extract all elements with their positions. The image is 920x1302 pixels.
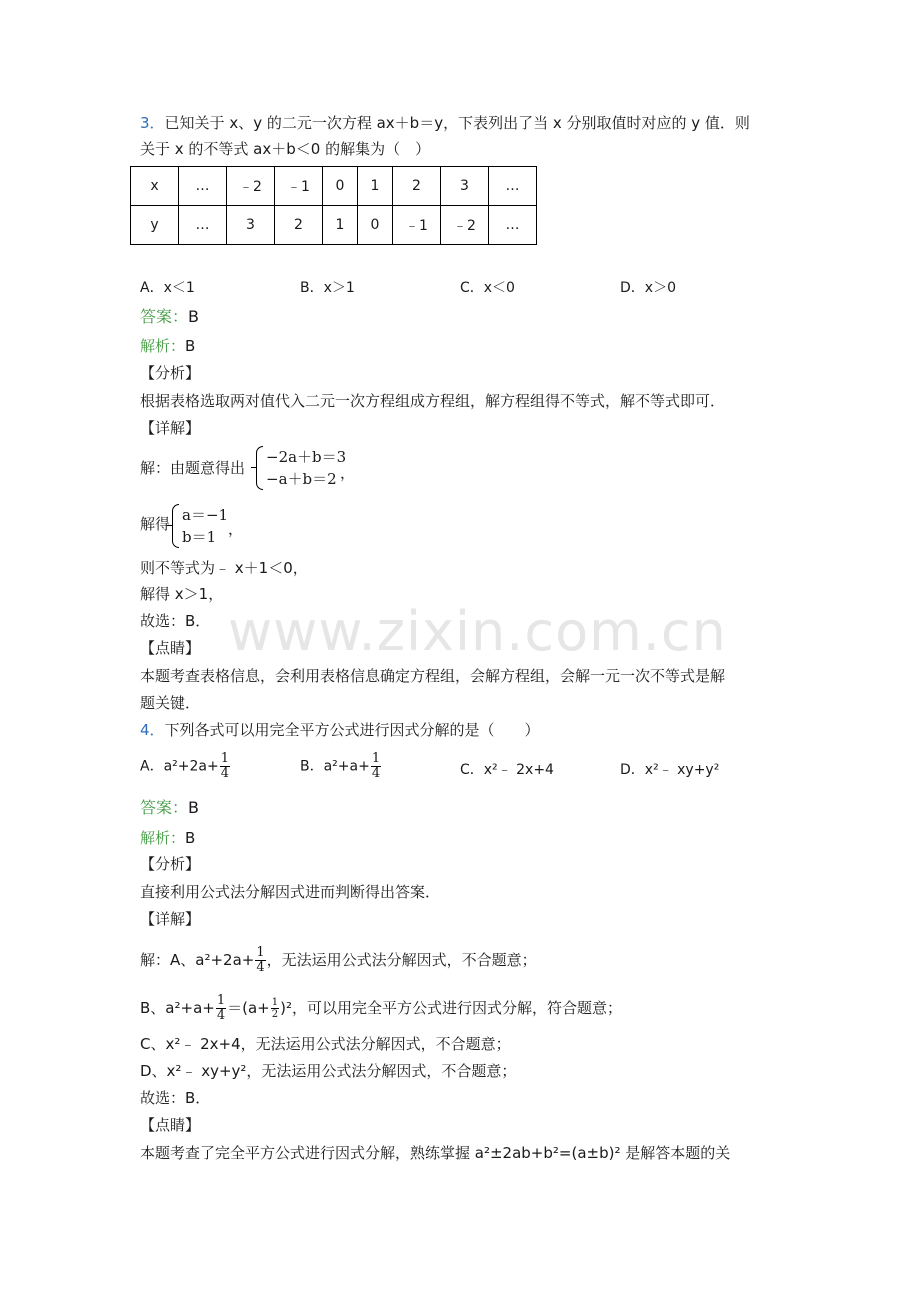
table-cell: ﹣2	[441, 206, 489, 245]
table-cell: …	[179, 167, 227, 206]
q4-stem	[140, 719, 540, 741]
q3-section-dianjing: 【点睛】	[140, 639, 201, 657]
analysis-label: 解析：	[140, 829, 186, 847]
q3-solution-line-2-prefix: 解得	[140, 515, 171, 533]
left-brace-icon	[172, 504, 179, 548]
table-cell: x	[131, 167, 179, 206]
analysis-label: 解析：	[140, 337, 186, 355]
table-cell: 2	[275, 206, 323, 245]
q4-option-d: D．x²﹣ xy+y²	[620, 762, 720, 778]
q4-detail-b	[140, 994, 622, 1023]
q4-section-fenxi: 【分析】	[140, 855, 201, 873]
option-text: B．a²+a+	[300, 758, 370, 775]
equation: b＝1	[182, 528, 217, 546]
system-equations	[182, 504, 228, 548]
table-cell: 2	[393, 167, 441, 206]
q3-value-table	[130, 166, 537, 245]
table-cell: …	[489, 167, 537, 206]
fraction-denominator: 4	[256, 960, 265, 975]
fraction-numerator: 1	[256, 945, 265, 960]
q4-option-b	[300, 752, 382, 781]
fraction	[220, 752, 230, 781]
table-cell: ﹣1	[275, 167, 323, 206]
fraction-denominator: 2	[271, 1009, 279, 1020]
left-brace-icon	[256, 446, 263, 490]
q4-fenxi-text: 直接利用公式法分解因式进而判断得出答案．	[140, 883, 441, 901]
q3-dianjing-line-2: 题关键．	[140, 694, 201, 712]
watermark: www.zixin.com.cn	[228, 600, 727, 663]
table-row	[131, 167, 537, 206]
q4-option-c: C．x²﹣ 2x+4	[460, 762, 554, 778]
fraction-denominator: 4	[216, 1008, 226, 1023]
detail-text: ，无法运用公式法分解因式，不合题意；	[266, 951, 537, 969]
answer-label: 答案：	[140, 307, 189, 326]
table-cell: 3	[227, 206, 275, 245]
fraction-numerator: 1	[271, 997, 279, 1008]
fraction	[255, 946, 265, 975]
option-text: A．a²+2a+	[140, 758, 219, 775]
comma: ，	[228, 520, 244, 538]
q3-choice-line: 故选：B．	[140, 612, 211, 630]
detail-text: B、a²+a+	[140, 999, 215, 1017]
equation: −a＋b＝2	[266, 470, 337, 488]
detail-text: )²，可以用完全平方公式进行因式分解，符合题意；	[280, 999, 622, 1017]
table-cell: 0	[323, 167, 358, 206]
q4-detail-a	[140, 946, 537, 975]
table-cell: ﹣2	[227, 167, 275, 206]
table-cell: 1	[358, 167, 393, 206]
table-cell: …	[179, 206, 227, 245]
fraction-numerator: 1	[220, 751, 229, 766]
q3-number: 3．	[140, 114, 165, 132]
analysis-value: B	[185, 337, 196, 355]
q3-analysis	[140, 335, 195, 357]
q3-stem-line-2: 关于 x 的不等式 ax＋b＜0 的解集为（ ）	[140, 140, 431, 158]
table-row	[131, 206, 537, 245]
q3-option-b: B．x＞1	[300, 280, 355, 296]
fraction-numerator: 1	[371, 751, 381, 766]
equation: −2a＋b＝3	[266, 448, 347, 466]
answer-value: B	[188, 798, 199, 817]
fraction	[271, 997, 279, 1020]
system-equations	[266, 446, 346, 490]
q4-option-a	[140, 752, 231, 781]
comma: ，	[340, 464, 356, 482]
answer-label: 答案：	[140, 798, 189, 817]
q3-answer	[140, 306, 199, 328]
q3-solution-line-1-prefix: 解：由题意得出	[140, 459, 246, 477]
fraction-numerator: 1	[216, 993, 226, 1008]
q4-stem-text: 下列各式可以用完全平方公式进行因式分解的是（ ）	[164, 721, 540, 739]
detail-text: ＝(a+	[227, 999, 270, 1017]
q3-option-d: D．x＞0	[620, 280, 676, 296]
fraction	[216, 994, 226, 1023]
detail-text: 解：A、a²+2a+	[140, 951, 255, 969]
table-cell: …	[489, 206, 537, 245]
table-cell: 1	[323, 206, 358, 245]
q3-section-xiangjie: 【详解】	[140, 419, 201, 437]
table-cell: 3	[441, 167, 489, 206]
q4-dianjing-line: 本题考查了完全平方公式进行因式分解，熟练掌握 a²±2ab+b²=(a±b)² 是解答本题的关	[140, 1144, 731, 1162]
fraction-denominator: 4	[220, 766, 229, 781]
q4-section-dianjing: 【点睛】	[140, 1116, 201, 1134]
q3-dianjing-line-1: 本题考查表格信息，会利用表格信息确定方程组，会解方程组，会解一元一次不等式是解	[140, 667, 726, 685]
q4-analysis	[140, 827, 195, 849]
q4-answer	[140, 797, 199, 819]
q4-section-xiangjie: 【详解】	[140, 910, 201, 928]
equation: a＝−1	[182, 506, 229, 524]
q3-inequality-line: 则不等式为﹣ x＋1＜0，	[140, 559, 308, 577]
q3-fenxi-text: 根据表格选取两对值代入二元一次方程组成方程组，解方程组得不等式，解不等式即可．	[140, 392, 726, 410]
q3-section-fenxi: 【分析】	[140, 364, 201, 382]
q3-option-c: C．x＜0	[460, 280, 515, 296]
q4-choice-line: 故选：B．	[140, 1089, 211, 1107]
q3-result-line: 解得 x＞1，	[140, 585, 224, 603]
q4-detail-d: D、x²﹣ xy+y²，无法运用公式法分解因式，不合题意；	[140, 1062, 517, 1080]
q4-number: 4．	[140, 721, 165, 739]
fraction	[371, 752, 381, 781]
q3-stem-text-1: 已知关于 x、y 的二元一次方程 ax＋b＝y，下表列出了当 x 分别取值时对应的 y 值．则	[164, 114, 750, 132]
table-cell: ﹣1	[393, 206, 441, 245]
table-cell: 0	[358, 206, 393, 245]
q3-stem-line-1	[140, 112, 750, 134]
answer-value: B	[188, 307, 199, 326]
analysis-value: B	[185, 829, 196, 847]
q4-detail-c: C、x²﹣ 2x+4，无法运用公式法分解因式，不合题意；	[140, 1035, 511, 1053]
fraction-denominator: 4	[371, 766, 381, 781]
table-cell: y	[131, 206, 179, 245]
q3-option-a: A．x＜1	[140, 280, 195, 296]
